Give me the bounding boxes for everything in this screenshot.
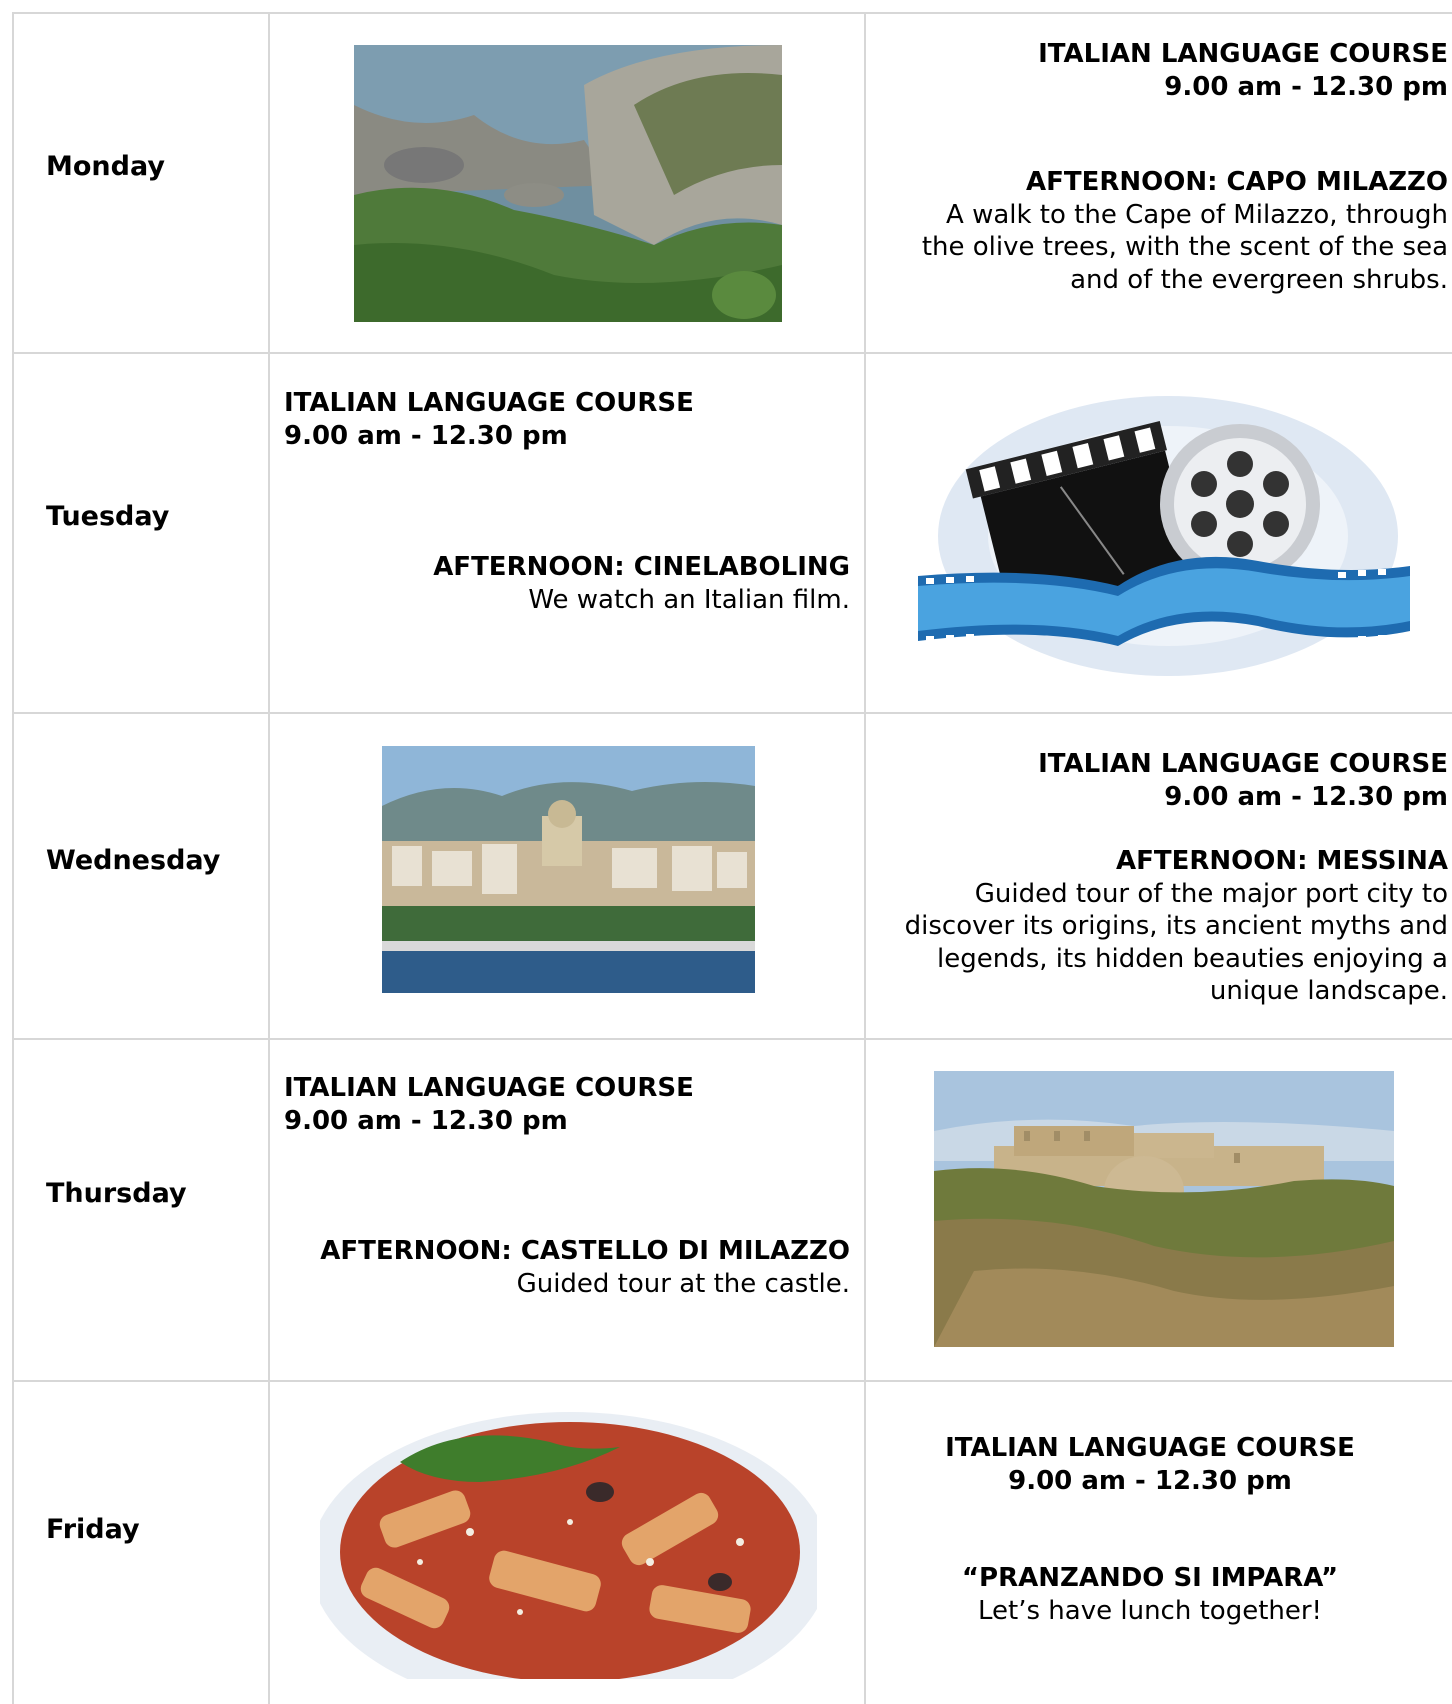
course-block: [880, 748, 1448, 813]
course-block: [880, 38, 1448, 103]
afternoon-desc-line: A walk to the Cape of Milazzo, through: [946, 199, 1448, 230]
course-block: [284, 387, 844, 452]
afternoon-title: AFTERNOON: MESSINA: [1115, 846, 1448, 876]
afternoon-block: [870, 845, 1448, 1008]
afternoon-desc-line: Guided tour of the major port city to: [974, 878, 1448, 909]
milazzo-castle-photo: [934, 1071, 1394, 1347]
day-label: Monday: [46, 151, 165, 182]
afternoon-desc-line: legends, its hidden beauties enjoying a: [937, 943, 1448, 974]
course-block: [870, 1432, 1430, 1497]
course-time: 9.00 am - 12.30 pm: [1008, 1465, 1292, 1496]
day-label: Wednesday: [46, 845, 221, 876]
course-time: 9.00 am - 12.30 pm: [284, 1105, 568, 1136]
course-title: ITALIAN LANGUAGE COURSE: [945, 1433, 1355, 1463]
day-label: Tuesday: [46, 501, 170, 532]
day-label: Thursday: [46, 1178, 187, 1209]
afternoon-block: [870, 1562, 1430, 1627]
afternoon-desc-line: the olive trees, with the scent of the sea: [921, 232, 1448, 262]
course-block: [284, 1072, 844, 1137]
afternoon-desc-line: Let’s have lunch together!: [978, 1595, 1322, 1626]
afternoon-title: AFTERNOON: CAPO MILAZZO: [1025, 167, 1448, 197]
afternoon-block: [880, 166, 1448, 296]
afternoon-desc-line: unique landscape.: [1209, 976, 1448, 1006]
film-clapperboard-reel-illustration: [918, 386, 1410, 682]
afternoon-desc-line: Guided tour at the castle.: [516, 1268, 850, 1299]
course-time: 9.00 am - 12.30 pm: [1164, 71, 1448, 102]
afternoon-block: [284, 551, 850, 616]
afternoon-title: “PRANZANDO SI IMPARA”: [961, 1563, 1339, 1593]
afternoon-desc-line: discover its origins, its ancient myths and: [904, 911, 1448, 941]
course-title: ITALIAN LANGUAGE COURSE: [284, 388, 694, 418]
course-time: 9.00 am - 12.30 pm: [1164, 781, 1448, 812]
course-title: ITALIAN LANGUAGE COURSE: [284, 1073, 694, 1103]
course-time: 9.00 am - 12.30 pm: [284, 420, 568, 451]
pasta-dish-photo: [320, 1412, 817, 1679]
day-label: Friday: [46, 1514, 140, 1545]
afternoon-desc-line: and of the evergreen shrubs.: [1070, 264, 1448, 295]
messina-cityscape-photo: [382, 746, 755, 993]
afternoon-title: AFTERNOON: CINELABOLING: [433, 552, 850, 582]
afternoon-desc-line: We watch an Italian film.: [528, 584, 850, 615]
afternoon-title: AFTERNOON: CASTELLO DI MILAZZO: [320, 1236, 850, 1266]
course-title: ITALIAN LANGUAGE COURSE: [1038, 749, 1448, 779]
course-title: ITALIAN LANGUAGE COURSE: [1038, 39, 1448, 69]
afternoon-block: [284, 1235, 850, 1300]
coastal-cliffs-photo: [354, 45, 782, 322]
